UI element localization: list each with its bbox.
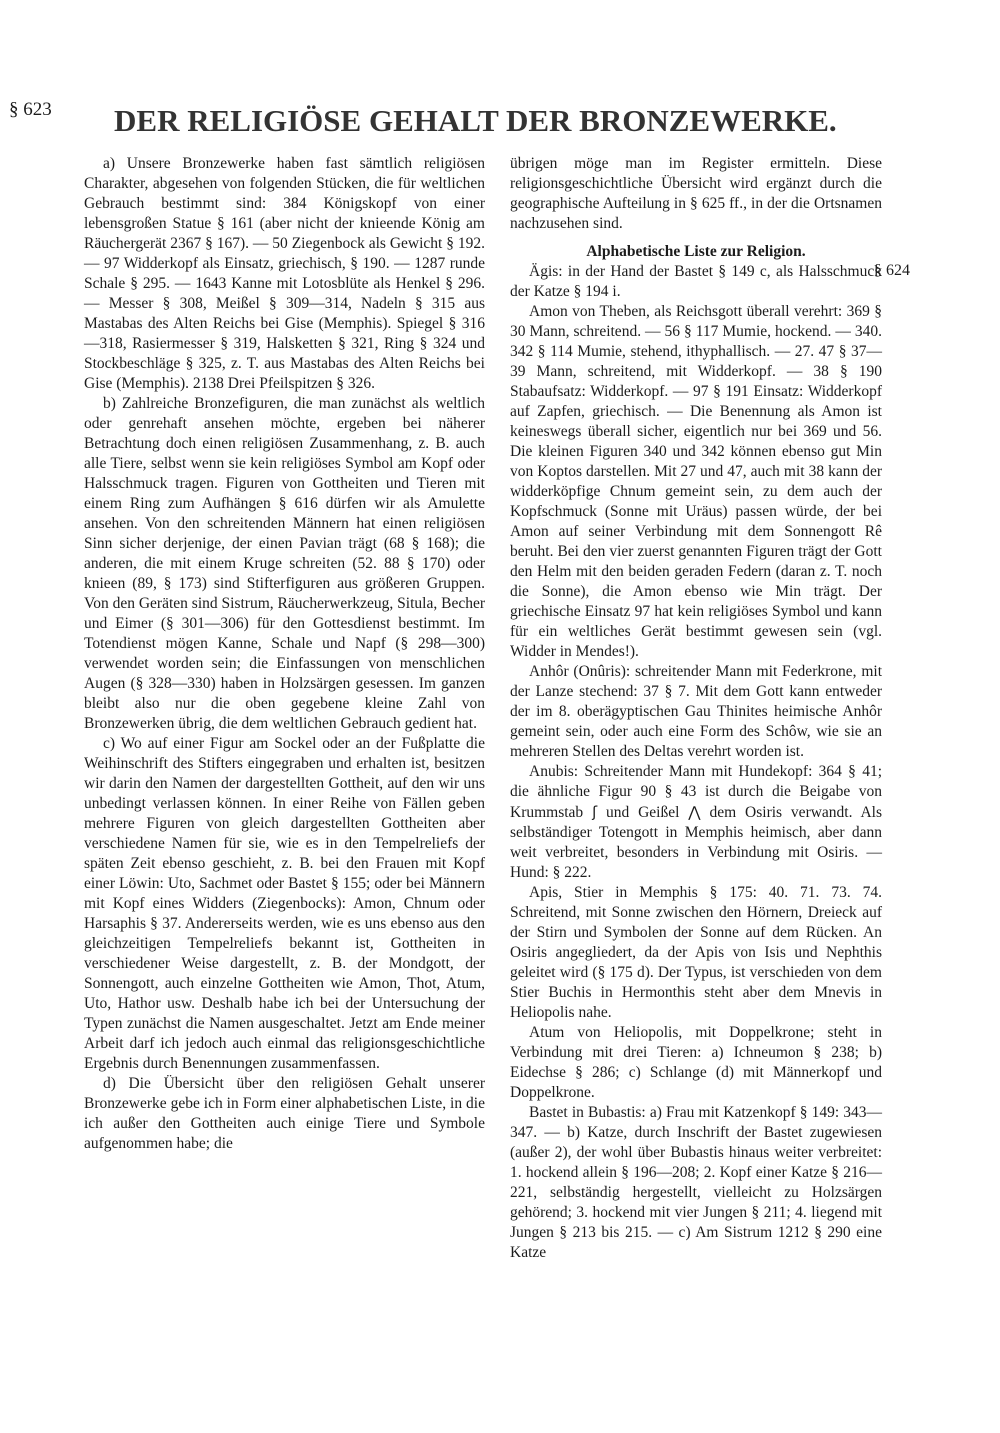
paragraph-continuation: übrigen möge man im Register ermitteln. Diese religionsgeschichtliche Übersicht wird ergänzt durch die geographische Aufteilung in § 625 ff., in der die Ortsnamen nachzusehen sind. (510, 155, 882, 232)
entry-anubis (510, 762, 882, 883)
entry-agis: Ägis: in der Hand der Bastet § 149 c, als Halsschmuck der Katze § 194 i. (510, 263, 882, 300)
flail-glyph-icon: ⋀ (688, 803, 701, 821)
crook-glyph-icon: ʃ (592, 803, 598, 821)
entry-amon: Amon von Theben, als Reichsgott überall verehrt: 369 § 30 Mann, schreitend. — 56 § 117 Mumie, hockend. — 340. 342 § 114 Mumie, stehend, ithyphallisch. — 27. 47 § 37—39 Mann, schreitend, mit Widderkopf. — 38 § 190 Stabaufsatz: Widderkopf. — 97 § 191 Einsatz: Widderkopf auf Zapfen, griechisch. — Die Benennung als Amon ist keineswegs überall sicher, eigentlich nur bei 369 und 56. Die kleinen Figuren 340 und 342 können ebenso gut Min von Koptos darstellen. Mit 27 und 47, auch mit 38 kann der widderköpfige Chnum gemeint sein, zu dem auch der Kopfschmuck (Sonne mit Uräus) passen würde, der bei Amon auf seiner Verbindung mit dem Sonnengott Rê beruht. Bei den vier zuerst genannten Figuren trägt der Gott den Helm mit den beiden geraden Federn (daran z. T. noch die Sonne), die Amon ebenso wie Min trägt. Der griechische Einsatz 97 hat kein religiöses Symbol und kann für ein weltliches Gerät bestimmt gewesen sein (vgl. Widder in Mendes!). (510, 303, 882, 660)
entry-anubis-text-2: und Geißel (605, 804, 680, 821)
entry-anubis-text-3: dem Osiris verwandt. Als selbständiger Totengott in Memphis heimisch, aber dann weit verbreitet, besonders in Verbindung mit Osiris. — Hund: § 222. (510, 804, 883, 881)
entry-anhor: Anhôr (Onûris): schreitender Mann mit Federkrone, mit der Lanze stechend: 37 § 7. Mit dem Gott kann entweder der im 8. oberägyptischen Gau Thinites heimische Anhôr gemeint sein, oder auch eine Form des Schôw, wie sie an mehreren Stellen des Deltas verehrt worden ist. (510, 663, 882, 760)
right-column (510, 154, 882, 1263)
entry-anubis-text-1: Anubis: Schreitender Mann mit Hundekopf: 364 § 41; die ähnliche Figur 90 § 43 ist durch die Beigabe von Krummstab (510, 763, 882, 821)
list-heading-text: Alphabetische Liste zur Religion. (586, 243, 806, 260)
list-heading (510, 242, 882, 262)
paragraph-d: d) Die Übersicht über den religiösen Gehalt unserer Bronzewerke gebe ich in Form einer alphabetischen Liste, in die ich außer den Gottheiten auch einige Tiere und Symbole aufgenommen habe; die (84, 1075, 485, 1152)
entry-atum: Atum von Heliopolis, mit Doppelkrone; steht in Verbindung mit drei Tieren: a) Ichneumon § 238; b) Eidechse § 286; c) Schlange (d) mit Männerkopf und Doppelkrone. (510, 1024, 882, 1101)
entry-bastet: Bastet in Bubastis: a) Frau mit Katzenkopf § 149: 343—347. — b) Katze, durch Inschrift der Bastet zugewiesen (außer 2), der wohl über Bubastis hinaus weiter verbreitet: 1. hockend allein § 196—208; 2. Kopf einer Katze § 216—221, selbständig hergestellt, vielleicht zu Holzsärgen gehörend; 3. hockend mit vier Jungen § 211; 4. liegend mit Jungen § 213 bis 215. — c) Am Sistrum 1212 § 290 eine Katze (510, 1104, 882, 1261)
paragraph-c: c) Wo auf einer Figur am Sockel oder an der Fußplatte die Weihinschrift des Stifters eingegraben und erhalten ist, besitzen wir darin den Namen der dargestellten Gottheit, auf den wir uns unbedingt verlassen können. In einer Reihe von Fällen geben mehrere Figuren von gleich dargestellten Gottheiten aber verschiedene Namen für sie, wie es in den Tempelreliefs der späten Zeit ebenso geschieht, z. B. bei den Frauen mit Kopf einer Löwin: Uto, Sachmet oder Bastet § 155; oder bei Männern mit Kopf eines Widders (Ziegenbocks): Amon, Chnum oder Harsaphis § 37. Andererseits werden, wie es uns ebenso aus den gleichzeitigen Tempelreliefs bekannt ist, Gottheiten in verschiedener Weise dargestellt, z. B. der Mondgott, der Sonnengott, auch einzelne Gottheiten wie Amon, Thot, Atum, Uto, Hathor usw. Deshalb habe ich bei der Untersuchung der Typen zunächst die Namen ausgeschaltet. Jetzt am Ende meiner Arbeit darf ich jedoch auch einmal das religionsgeschichtliche Ergebnis durch Benennungen zusammenfassen. (84, 735, 485, 1072)
left-column (84, 154, 485, 1154)
margin-section-number: § 624 (874, 262, 910, 279)
paragraph-a: a) Unsere Bronzewerke haben fast sämtlich religiösen Charakter, abgesehen von folgenden Stücken, die für weltlichen Gebrauch bestimmt sind: 384 Königskopf von einer lebensgroßen Statue § 161 (aber nicht der knieende König am Räuchergerät 2367 § 167). — 50 Ziegenbock als Gewicht § 192. — 97 Widderkopf als Einsatz, griechisch, § 190. — 1287 runde Schale § 295. — 1643 Kanne mit Lotosblüte als Henkel § 296. — Messer § 308, Meißel § 309—314, Nadeln § 315 aus Mastabas des Alten Reichs bei Gise (Memphis). Spiegel § 316—318, Rasiermesser § 319, Halsketten § 321, Ring § 324 und Stockbeschläge § 325, z. T. aus Mastabas des Alten Reichs bei Gise (Memphis). 2138 Drei Pfeilspitzen § 326. (84, 155, 485, 392)
paragraph-b: b) Zahlreiche Bronzefiguren, die man zunächst als weltlich oder genrehaft ansehen möchte, ergeben bei näherer Betrachtung doch einen religiösen Zusammenhang, z. B. auch alle Tiere, selbst wenn sie kein religiöses Symbol am Kopf oder Halsschmuck tragen. Figuren von Gottheiten und Tieren mit einem Ring zum Aufhängen § 616 dürfen wir als Amulette ansehen. Von den schreitenden Männern hat einen religiösen Sinn sicher derjenige, der einen Pavian trägt (68 § 168); die anderen, die mit einem Kruge schreiten (52. 88 § 170) oder knieen (89, § 173) sind Stifterfiguren aus größeren Gruppen. Von den Geräten sind Sistrum, Räucherwerkzeug, Situla, Becher und Eimer (§ 301—306) für den Gottesdienst bestimmt. Im Totendienst mögen Kanne, Schale und Napf (§ 298—300) verwendet worden sein; die Einfassungen von menschlichen Augen (§ 328—330) haben in Holzsärgen gesessen. Im ganzen bleibt also nur die oben gegebene kleine Zahl von Bronzewerken übrig, die dem weltlichen Gebrauch gedient hat. (84, 395, 485, 732)
header-section-number: § 623 (9, 99, 52, 120)
entry-apis: Apis, Stier in Memphis § 175: 40. 71. 73. 74. Schreitend, mit Sonne zwischen den Hörnern, Dreieck auf der Stirn und Symbolen der Sonne auf dem Rücken. An Osiris angegliedert, da der Apis von Isis und Nephthis geleitet wird (§ 175 d). Der Typus, ist verschieden von dem Stier Buchis in Hermonthis steht aber dem Mnevis in Heliopolis nahe. (510, 884, 882, 1021)
page-title: DER RELIGIÖSE GEHALT DER BRONZEWERKE. (114, 103, 837, 138)
